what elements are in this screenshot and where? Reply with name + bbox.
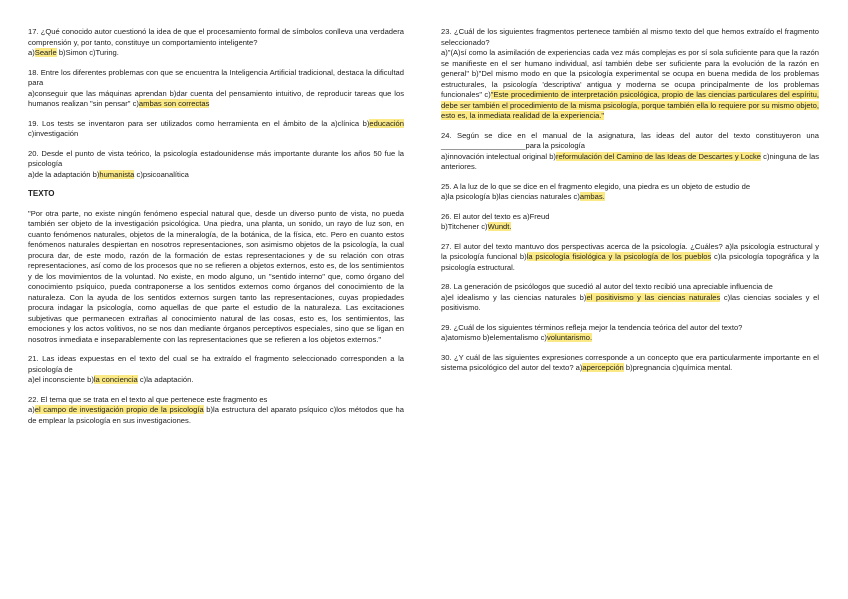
question-20 xyxy=(28,149,404,181)
question-22 xyxy=(28,395,404,427)
option-text: b)Simon c)Turing. xyxy=(56,48,119,57)
question-21 xyxy=(28,354,404,386)
question-27 xyxy=(441,242,819,274)
question-text: 18. Entre los diferentes problemas con que se encuentra la Inteligencia Artificial tradicional, destaca la dificultad para xyxy=(28,67,404,87)
option-text: c)la adaptación. xyxy=(137,375,194,384)
question-26 xyxy=(441,212,819,233)
option-text: a)el inconsciente b) xyxy=(28,375,94,384)
option-text: a)conseguir que las máquinas aprendan b)dar cuenta del pensamiento intuitivo, de reproducir tareas que los humanos realizan "sin pensar" c) xyxy=(28,88,404,108)
question-options xyxy=(28,405,404,426)
question-text: 29. ¿Cuál de los siguientes términos refleja mejor la tendencia teórica del autor del texto? xyxy=(441,322,743,332)
option-text: a) xyxy=(28,48,35,57)
question-text: 21. Las ideas expuestas en el texto del cual se ha extraído el fragmento seleccionado corresponden a la psicología de xyxy=(28,354,404,374)
question-options xyxy=(28,89,404,110)
option-text: c)las ciencias sociales y el positivismo. xyxy=(441,292,820,312)
question-options xyxy=(441,293,819,314)
option-text: a)de la adaptación b) xyxy=(28,169,100,179)
question-text: 23. ¿Cuál de los siguientes fragmentos pertenece también al mismo texto del que hemos extraído el fragmento seleccionado? xyxy=(441,27,819,47)
option-text: c)ninguna de las anteriores. xyxy=(441,151,819,171)
question-options xyxy=(441,333,819,344)
highlighted-answer: humanista xyxy=(99,169,135,179)
text-passage: "Por otra parte, no existe ningún fenómeno especial natural que, desde un diverso punto de vista, no pueda también ser objeto de la investigación psicológica. Una piedra, una planta, un sonido, un rayo de luz son, en cuanto fenómenos naturales, objetos de la mineralogía, de la botánica, de la física, etc. Pero en cuanto estos fenómenos naturales despiertan en nosotros representaciones, son asimismo objetos de la psicología, la cual procura dar, de este modo, razón de la formación de estas representaciones y de su relación con otras representaciones, así como de los procesos que no se refieren a objetos externos, esto es, de los sentimientos y de los movimientos de la voluntad. No existe, en modo alguno, un "sentido interno" que, como órgano del conocimiento psíquico, pueda contraponerse a los sentidos externos como órganos del conocimiento de la naturaleza. Con la ayuda de los sentidos externos surgen tanto las representaciones, cuyas propiedades procura indagar la psicología, como aquellas de que parte el estudio de la naturaleza. Las excitaciones subjetivas que permanecen extrañas al conocimiento natural de las cosas, esto es, los sentimientos, las emociones y los actos volitivos, no se nos dan mediante órganos perceptivos especiales, sino que se ligan en nosotros inmediata e inseparablemente con las representaciones que se refieren a los objetos externos." xyxy=(28,208,404,344)
option-text: c)investigación xyxy=(28,129,79,138)
question-options xyxy=(441,242,819,274)
question-18 xyxy=(28,68,404,110)
option-text: c)psicoanalítica xyxy=(134,169,189,179)
highlighted-answer: educación xyxy=(369,118,404,128)
option-text: b)Titchener c) xyxy=(441,222,488,231)
question-text: 30. ¿Y cuál de las siguientes expresiones corresponde a un concepto que era particularmente importante en el sistema psicológico del autor del texto? a) xyxy=(441,352,819,372)
option-text: a)la psicología b)las ciencias naturales c) xyxy=(441,192,580,201)
option-text: a) xyxy=(28,405,35,414)
question-options xyxy=(441,152,819,173)
highlighted-answer: la psicología fisiológica y la psicología de los pueblos xyxy=(526,252,712,261)
question-options xyxy=(441,353,819,374)
option-text: a)innovación intelectual original b) xyxy=(441,151,556,161)
left-column xyxy=(28,27,404,435)
question-24 xyxy=(441,131,819,173)
question-text: 28. La generación de psicólogos que sucedió al autor del texto recibió una apreciable influencia de xyxy=(441,282,773,291)
question-options xyxy=(441,192,819,203)
highlighted-answer: voluntarismo. xyxy=(546,333,593,342)
question-options xyxy=(28,170,404,181)
highlighted-answer: el campo de investigación propio de la psicología xyxy=(34,405,204,414)
question-options xyxy=(28,48,404,59)
highlighted-answer: ambas son correctas xyxy=(138,99,210,108)
highlighted-answer: ambas. xyxy=(579,192,605,201)
question-options xyxy=(28,119,404,140)
highlighted-answer: reformulación del Camino de las Ideas de Descartes y Locke xyxy=(555,151,762,161)
question-text: 19. Los tests se inventaron para ser utilizados como herramienta en el ámbito de la a)clínica b) xyxy=(28,118,370,128)
option-text: b)la estructura del aparato psíquico c)los métodos que ha de emplear la psicología en sus investigaciones. xyxy=(28,405,404,425)
question-25 xyxy=(441,182,819,203)
question-text: 24. Según se dice en el manual de la asignatura, las ideas del autor del texto constituyeron una ____________________para la psicología xyxy=(441,130,819,150)
question-options xyxy=(441,222,819,233)
question-19 xyxy=(28,119,404,140)
question-options xyxy=(441,48,819,122)
question-30 xyxy=(441,353,819,374)
question-options xyxy=(28,375,404,386)
option-text: c)la psicología topográfica y la psicología estructural. xyxy=(441,252,819,272)
highlighted-answer: Wundt. xyxy=(487,222,512,231)
question-text: 25. A la luz de lo que se dice en el fragmento elegido, una piedra es un objeto de estudio de xyxy=(441,181,751,191)
question-28 xyxy=(441,282,819,314)
option-text: a)atomismo b)elementalismo c) xyxy=(441,333,547,342)
highlighted-answer: Searle xyxy=(34,48,57,57)
option-text: a)el idealismo y las ciencias naturales b) xyxy=(441,292,587,302)
highlighted-answer: apercepción xyxy=(582,363,624,372)
question-29 xyxy=(441,323,819,344)
question-text: 27. El autor del texto mantuvo dos perspectivas acerca de la psicología. ¿Cuáles? a)la psicología estructural y la psicología funcional b) xyxy=(441,241,819,261)
highlighted-answer: "Este procedimiento de interpretación psicológica, propio de las ciencias particulares del espíritu, debe ser también el procedimiento de la misma psicología, porque también ella lo requiere por su mismo objeto, esto es, la inmediata realidad de la experiencia." xyxy=(441,90,819,120)
section-heading: TEXTO xyxy=(28,189,55,198)
highlighted-answer: el positivismo y las ciencias naturales xyxy=(586,292,721,302)
question-text: 20. Desde el punto de vista teórico, la psicología estadounidense más importante durante los años 50 fue la psicología xyxy=(28,148,404,168)
option-text: b)pregnancia c)química mental. xyxy=(623,363,733,372)
question-23 xyxy=(441,27,819,122)
option-text: a)"(A)sí como la asimilación de experiencias cada vez más complejas es por sí sola suficiente para que la razón se manifieste en el ser humano individual, así también debe ser suficiente para la evolución de la razón en general" b)"Del mismo modo en que la psicología experimental se ocupa en buena medida de los problemas estructurales, la psicología 'descriptiva' antigua y moderna se ocupa principalmente de los problemas funcionales" c) xyxy=(441,48,819,99)
question-text: 17. ¿Qué conocido autor cuestionó la idea de que el procesamiento formal de símbolos conlleva una verdadera comprensión y, por tanto, constituye un comportamiento inteligente? xyxy=(28,27,404,47)
question-text: 22. El tema que se trata en el texto al que pertenece este fragmento es xyxy=(28,394,268,404)
question-text: 26. El autor del texto es a)Freud xyxy=(441,211,550,221)
question-17 xyxy=(28,27,404,59)
right-column xyxy=(441,27,819,383)
highlighted-answer: la conciencia xyxy=(93,375,138,384)
